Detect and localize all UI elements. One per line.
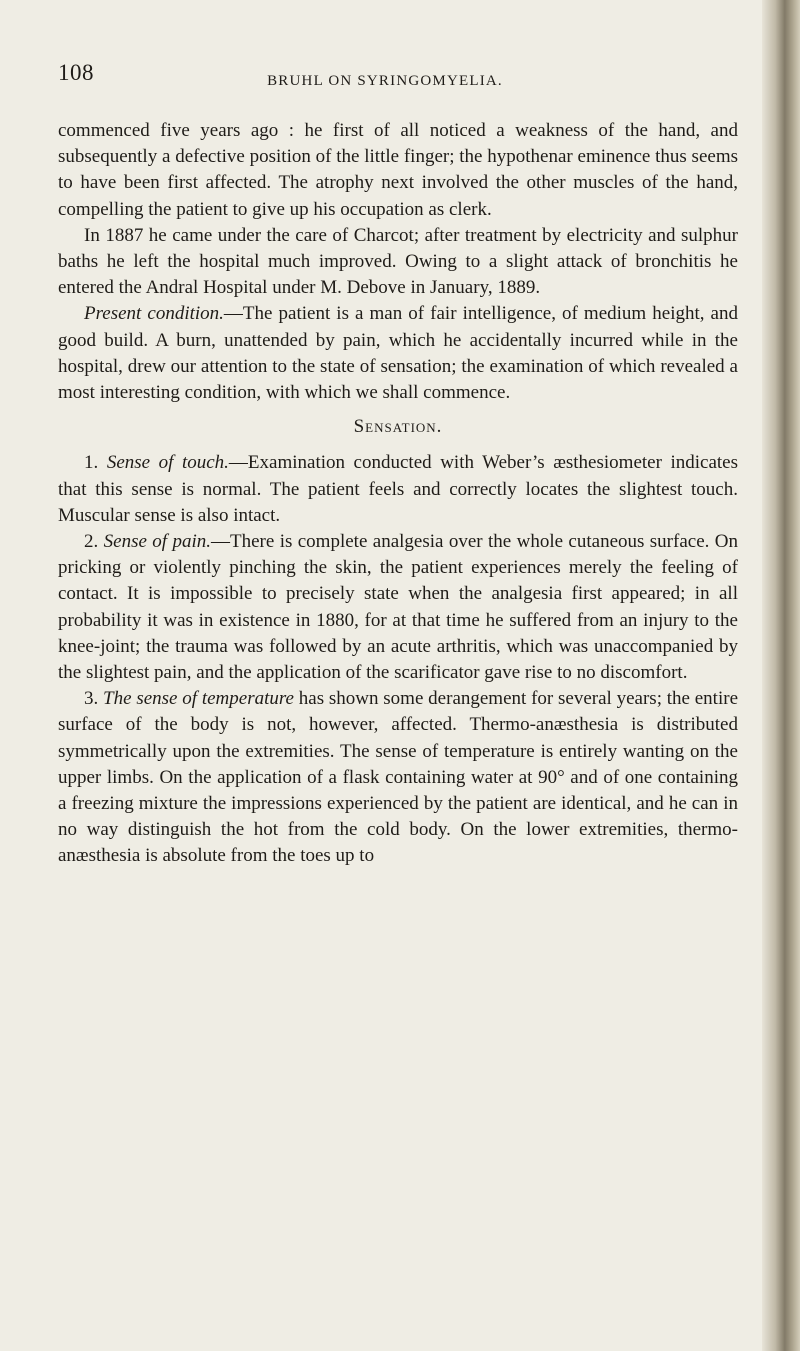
body-text xyxy=(58,118,738,870)
paragraph xyxy=(58,301,738,406)
paragraph xyxy=(58,223,738,302)
paragraph xyxy=(58,118,738,223)
paragraph-text: commenced five years ago : he first of all noticed a weakness of the hand, and subsequently a defective position of the little finger; the hypothenar eminence thus seems to have been first affected. The atrophy next involved the other muscles of the hand, compelling the patient to give up his occupation as clerk. xyxy=(58,120,738,220)
paragraph-label: The sense of temperature xyxy=(103,688,294,710)
running-head: BRUHL ON SYRINGOMYELIA. xyxy=(267,73,503,89)
paragraph-label: Sense of touch. xyxy=(106,452,229,474)
paragraph-label: Present condition. xyxy=(84,303,224,325)
paragraph-text: has shown some derangement for several years; the entire surface of the body is not, however, affected. Thermo-anæsthesia is distributed symmetrically upon the extremities. The sense of temperature is entirely wanting on the upper limbs. On the application of a flask containing water at 90° and of one containing a freezing mixture the impressions experienced by the patient are identical, and he can in no way distinguish the hot from the cold body. On the lower extremities, thermo-anæsthesia is absolute from the toes up to xyxy=(58,688,739,867)
page-number: 108 xyxy=(58,60,94,85)
paragraph-label: Sense of pain. xyxy=(103,531,211,553)
paragraph-text: —Examination conducted with Weber’s æsthesiometer indicates that this sense is normal. The patient feels and correctly locates the slightest touch. Muscular sense is also intact. xyxy=(58,452,738,526)
paragraph-text: —The patient is a man of fair intelligence, of medium height, and good build. A burn, unattended by pain, which he accidentally incurred while in the hospital, drew our attention to the state of sensation; the examination of which revealed a most interesting condition, with which we shall commence. xyxy=(58,303,738,404)
paragraph xyxy=(58,450,738,529)
page-header xyxy=(0,60,800,100)
page-binding-edge xyxy=(762,0,800,1351)
item-number: 2. xyxy=(84,531,99,553)
paragraph xyxy=(58,529,738,686)
item-number: 1. xyxy=(84,452,99,474)
item-number: 3. xyxy=(84,688,99,710)
section-heading: Sensation. xyxy=(353,416,443,438)
paragraph-text: In 1887 he came under the care of Charcot; after treatment by electricity and sulphur baths he left the hospital much improved. Owing to a slight attack of bronchitis he entered the Andral Hospital under M. Debove in January, 1889. xyxy=(58,224,738,299)
paragraph-text: —There is complete analgesia over the whole cutaneous surface. On pricking or violently pinching the skin, the patient experiences merely the feeling of contact. It is impossible to precisely state when the analgesia first appeared; in all probability it was in existence in 1880, for at that time he suffered from an injury to the knee-joint; the trauma was followed by an acute arthritis, which was unaccompanied by the slightest pain, and the application of the scarificator gave rise to no discomfort. xyxy=(58,531,738,684)
paragraph xyxy=(58,686,738,869)
